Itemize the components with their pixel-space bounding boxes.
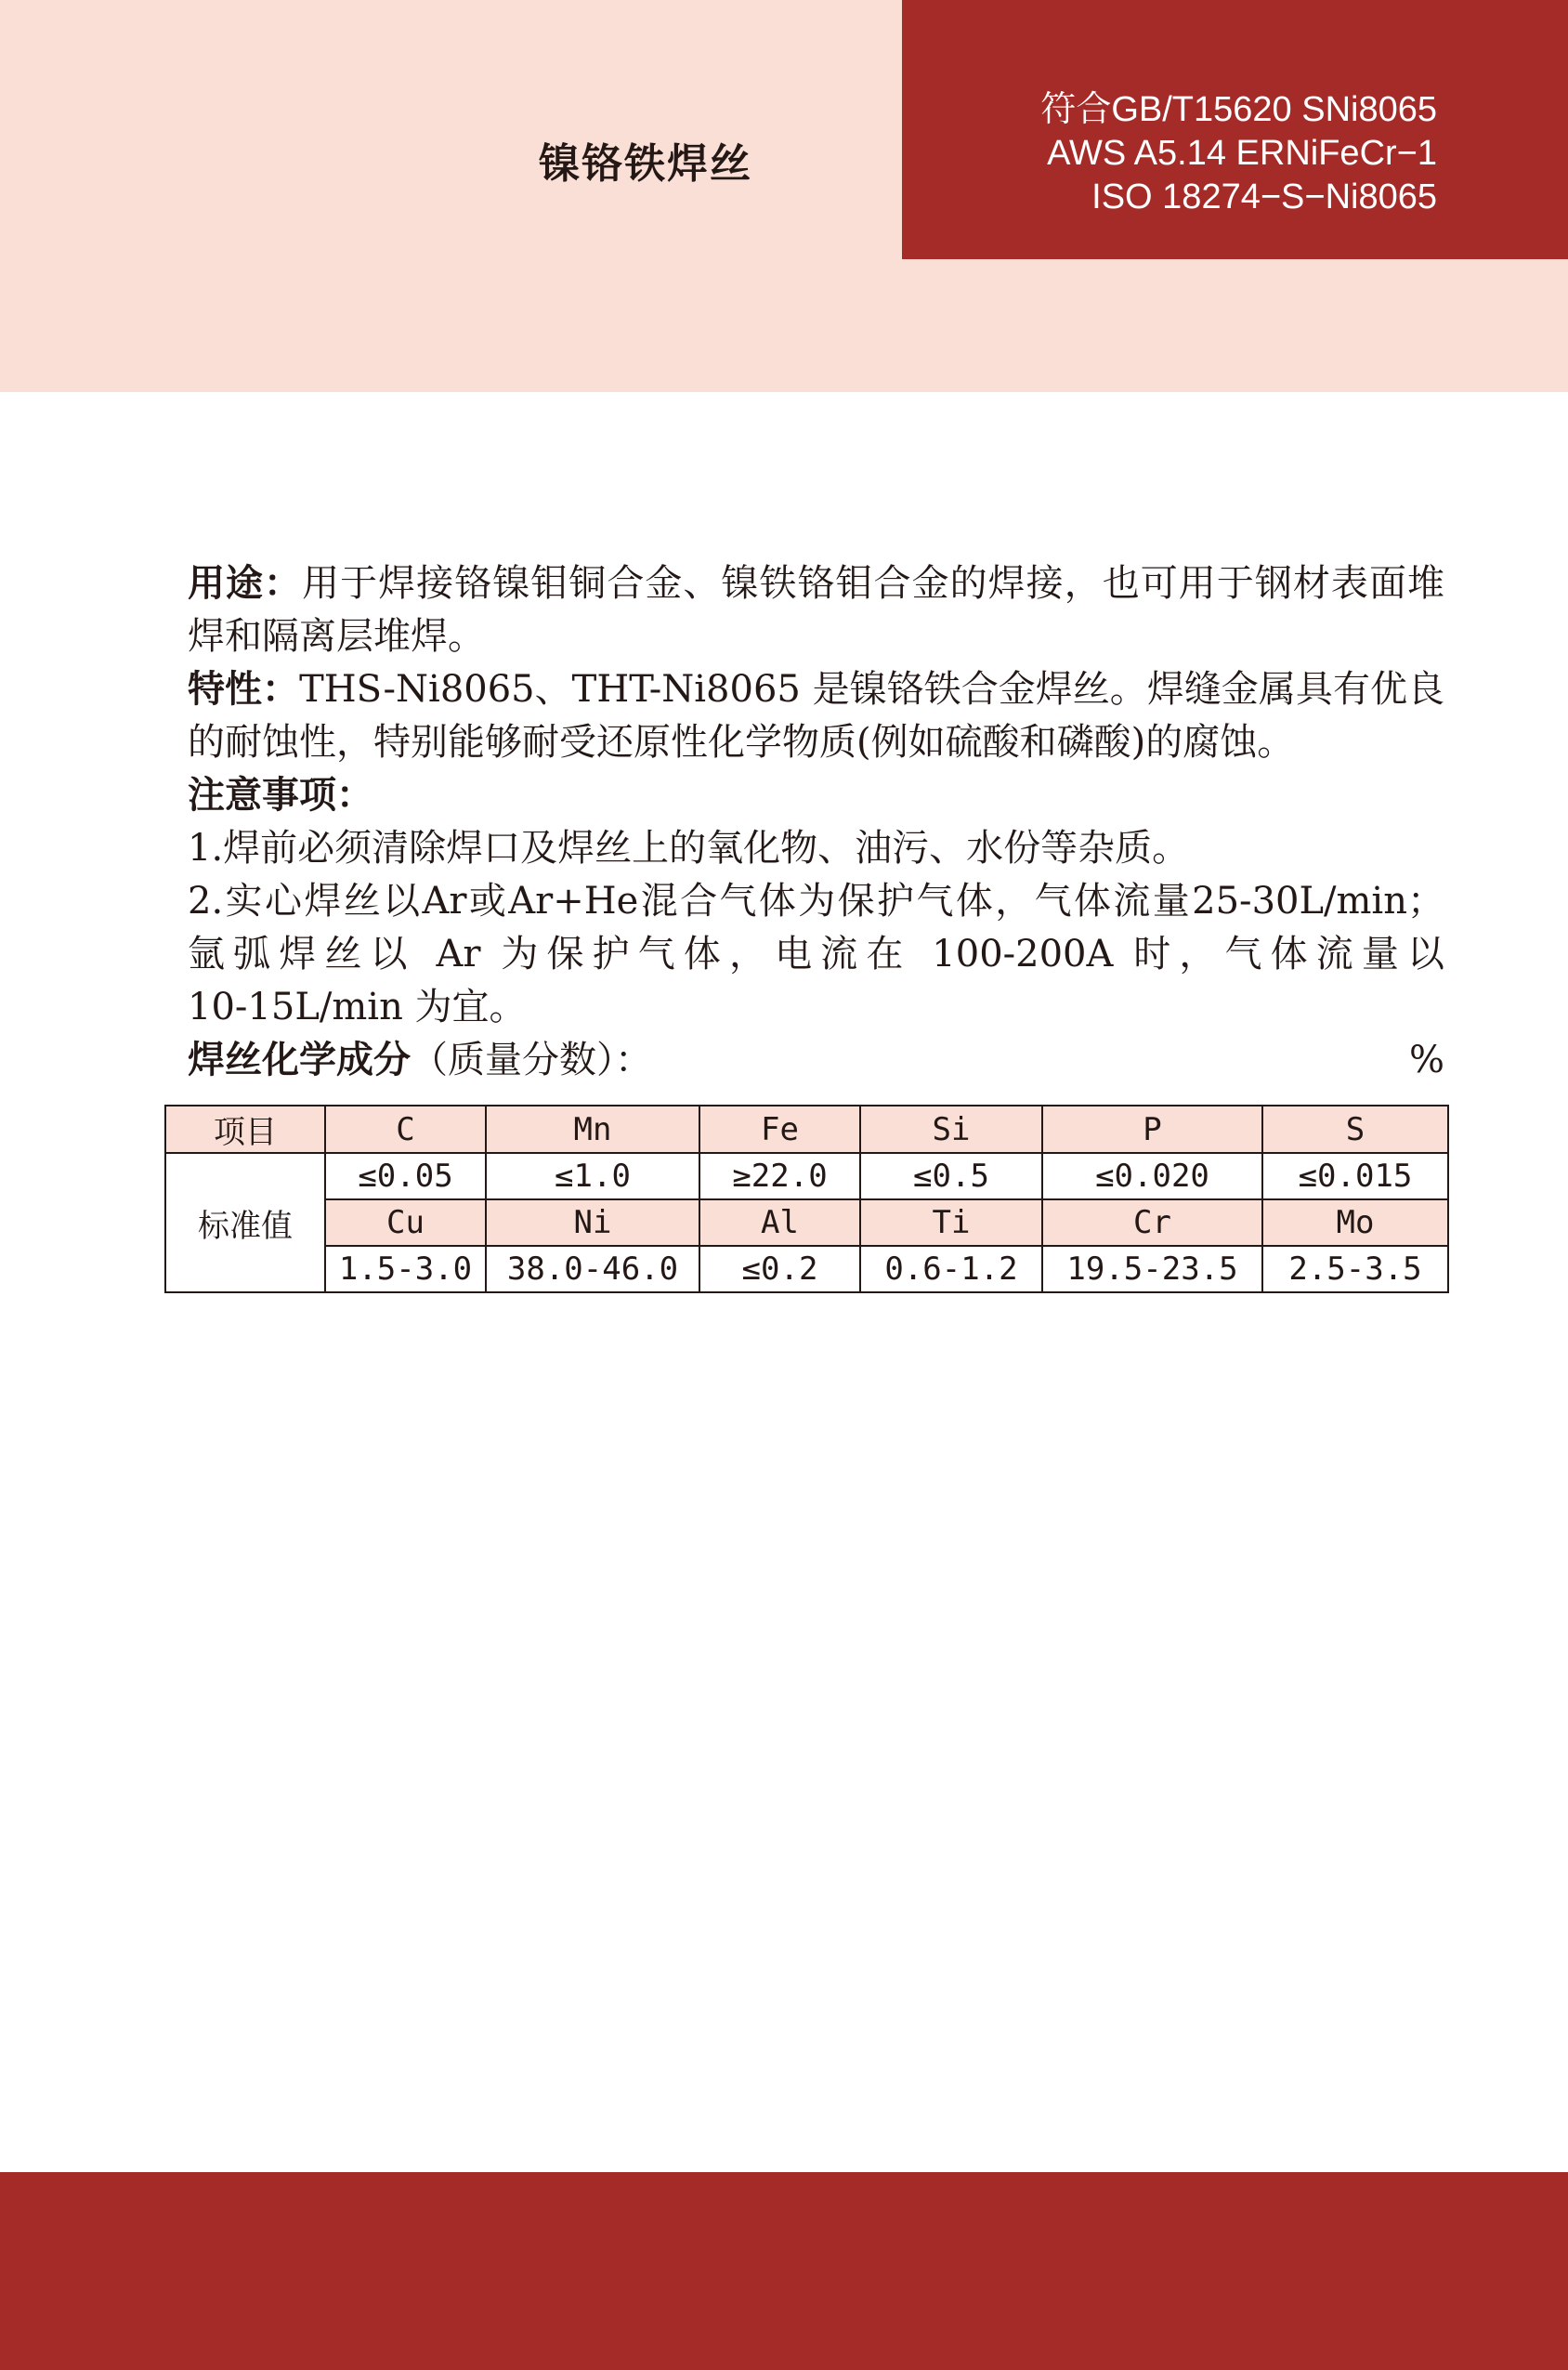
note-item-2 bbox=[188, 875, 1444, 1034]
value-cell: ≤0.015 bbox=[1262, 1153, 1448, 1199]
composition-table bbox=[164, 1105, 1449, 1293]
value-row-1 bbox=[165, 1153, 1448, 1199]
value-cell: ≤1.0 bbox=[486, 1153, 699, 1199]
composition-heading-rest: （质量分数）： bbox=[411, 1039, 652, 1081]
product-title: 镍铬铁焊丝 bbox=[539, 140, 752, 188]
element-cell: Mn bbox=[486, 1106, 699, 1153]
value-cell: 19.5-23.5 bbox=[1042, 1246, 1262, 1292]
composition-heading bbox=[188, 1034, 1444, 1087]
composition-heading-bold: 焊丝化学成分 bbox=[188, 1039, 411, 1081]
element-cell: Si bbox=[860, 1106, 1042, 1153]
note-item-2-line-1: 2.实心焊丝以Ar或Ar+He混合气体为保护气体，气体流量25-30L/min； bbox=[188, 880, 1444, 923]
element-cell: Cr bbox=[1042, 1199, 1262, 1246]
notes-label: 注意事项： bbox=[188, 774, 373, 817]
value-cell: ≤0.5 bbox=[860, 1153, 1042, 1199]
properties-paragraph bbox=[188, 663, 1444, 769]
element-header-row-2 bbox=[165, 1199, 1448, 1246]
notes-heading bbox=[188, 769, 1444, 822]
usage-text: 用于焊接铬镍钼铜合金、镍铁铬钼合金的焊接，也可用于钢材表面堆焊和隔离层堆焊。 bbox=[188, 562, 1444, 658]
note-item-2-line-2: 氩弧焊丝以 Ar 为保护气体，电流在 100-200A 时，气体流量以 bbox=[188, 933, 1444, 975]
value-cell: 2.5-3.5 bbox=[1262, 1246, 1448, 1292]
usage-label: 用途： bbox=[188, 562, 303, 605]
element-cell: Fe bbox=[699, 1106, 860, 1153]
footer-band bbox=[0, 2172, 1568, 2370]
note-item-2-line-3: 10-15L/min 为宜。 bbox=[188, 986, 527, 1028]
element-cell: Mo bbox=[1262, 1199, 1448, 1246]
composition-unit: % bbox=[1408, 1039, 1444, 1081]
value-cell: ≥22.0 bbox=[699, 1153, 860, 1199]
value-cell: 0.6-1.2 bbox=[860, 1246, 1042, 1292]
value-cell: ≤0.2 bbox=[699, 1246, 860, 1292]
element-cell: Ni bbox=[486, 1199, 699, 1246]
usage-paragraph bbox=[188, 557, 1444, 663]
item-header-cell: 项目 bbox=[165, 1106, 325, 1153]
standard-aws: AWS A5.14 ERNiFeCr−1 bbox=[1047, 134, 1437, 173]
standards-list bbox=[1040, 88, 1437, 219]
standard-value-header-cell: 标准值 bbox=[165, 1153, 325, 1292]
value-cell: 1.5-3.0 bbox=[325, 1246, 486, 1292]
element-header-row-1 bbox=[165, 1106, 1448, 1153]
main-content bbox=[188, 557, 1444, 1087]
value-cell: ≤0.020 bbox=[1042, 1153, 1262, 1199]
element-cell: Cu bbox=[325, 1199, 486, 1246]
properties-text: THS-Ni8065、THT-Ni8065 是镍铬铁合金焊丝。焊缝金属具有优良的耐蚀性，特别能够耐受还原性化学物质(例如硫酸和磷酸)的腐蚀。 bbox=[188, 668, 1444, 764]
value-cell: 38.0-46.0 bbox=[486, 1246, 699, 1292]
note-item-1: 1.焊前必须清除焊口及焊丝上的氧化物、油污、水份等杂质。 bbox=[188, 827, 1190, 870]
element-cell: P bbox=[1042, 1106, 1262, 1153]
element-cell: C bbox=[325, 1106, 486, 1153]
standard-iso: ISO 18274−S−Ni8065 bbox=[1091, 177, 1437, 216]
element-cell: Al bbox=[699, 1199, 860, 1246]
standard-gb: 符合GB/T15620 SNi8065 bbox=[1040, 90, 1437, 129]
standards-box bbox=[902, 0, 1568, 259]
element-cell: Ti bbox=[860, 1199, 1042, 1246]
value-cell: ≤0.05 bbox=[325, 1153, 486, 1199]
value-row-2 bbox=[165, 1246, 1448, 1292]
properties-label: 特性： bbox=[188, 668, 300, 711]
element-cell: S bbox=[1262, 1106, 1448, 1153]
